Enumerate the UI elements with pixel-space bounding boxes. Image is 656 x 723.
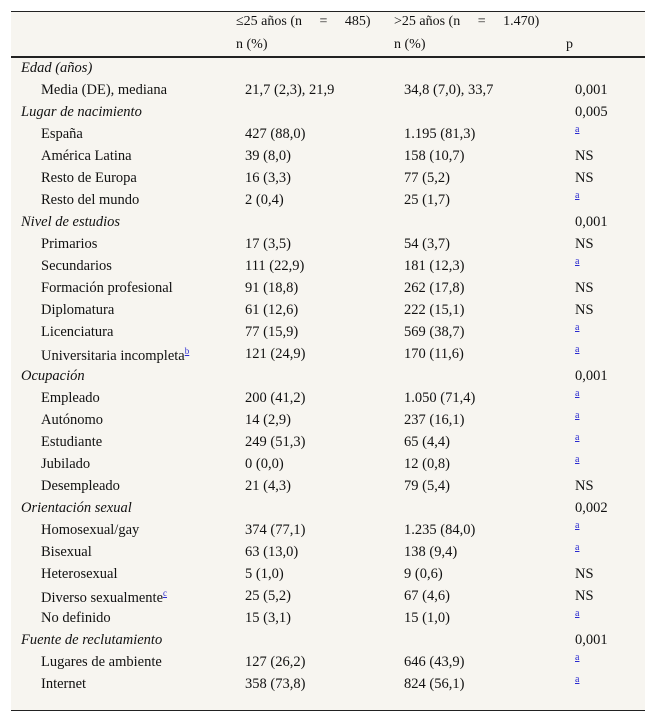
footnote-marker[interactable]: c bbox=[163, 588, 168, 598]
footnote-link[interactable]: a bbox=[575, 608, 580, 619]
cell-over25: 824 (56,1) bbox=[404, 676, 465, 692]
row-label bbox=[41, 676, 86, 693]
cell-p-value: NS bbox=[575, 280, 594, 296]
cell-p-value: 0,001 bbox=[575, 632, 608, 648]
cell-over25: 54 (3,7) bbox=[404, 236, 450, 252]
row-label-text: Heterosexual bbox=[41, 566, 118, 582]
cell-p-value: 0,001 bbox=[575, 82, 608, 98]
footnote-link[interactable]: a bbox=[575, 344, 580, 355]
category-label bbox=[21, 368, 85, 385]
cell-over25: 569 (38,7) bbox=[404, 324, 465, 340]
row-label-text: Ocupación bbox=[21, 368, 85, 384]
cell-over25: 34,8 (7,0), 33,7 bbox=[404, 82, 494, 98]
row-label bbox=[41, 588, 167, 607]
cell-over25: 65 (4,4) bbox=[404, 434, 450, 450]
cell-p-value: NS bbox=[575, 588, 594, 604]
cell-over25: 262 (17,8) bbox=[404, 280, 465, 296]
data-table bbox=[11, 11, 645, 711]
table-row bbox=[11, 388, 645, 410]
row-label-text: Secundarios bbox=[41, 258, 112, 274]
footnote-link[interactable]: a bbox=[575, 322, 580, 333]
row-label bbox=[41, 324, 113, 341]
row-label bbox=[41, 456, 90, 473]
footnote-link[interactable]: a bbox=[575, 124, 580, 135]
cell-p-value: 0,001 bbox=[575, 214, 608, 230]
table-bottom-rule bbox=[11, 710, 645, 711]
row-label-text: Formación profesional bbox=[41, 280, 173, 296]
row-label-text: Media (DE), mediana bbox=[41, 82, 168, 98]
row-label-text: Resto del mundo bbox=[41, 192, 140, 208]
row-label-text: Nivel de estudios bbox=[21, 214, 121, 230]
category-row bbox=[11, 58, 645, 80]
table-row bbox=[11, 410, 645, 432]
header-col2-group: >25 años (n = 1.470) bbox=[394, 14, 540, 29]
footnote-link[interactable]: a bbox=[575, 388, 580, 399]
cell-under25: 61 (12,6) bbox=[245, 302, 299, 318]
cell-under25: 21,7 (2,3), 21,9 bbox=[245, 82, 335, 98]
category-row bbox=[11, 102, 645, 124]
cell-over25: 15 (1,0) bbox=[404, 610, 450, 626]
row-label-text: Bisexual bbox=[41, 544, 92, 560]
cell-p-value: NS bbox=[575, 148, 594, 164]
row-label-text: Internet bbox=[41, 676, 87, 692]
row-label-text: Licenciatura bbox=[41, 324, 114, 340]
row-label-text: Primarios bbox=[41, 236, 98, 252]
header-p: p bbox=[566, 37, 573, 52]
cell-over25: 79 (5,4) bbox=[404, 478, 450, 494]
row-label-text: Edad (años) bbox=[21, 60, 93, 76]
cell-over25: 9 (0,6) bbox=[404, 566, 443, 582]
category-row bbox=[11, 630, 645, 652]
table-row bbox=[11, 432, 645, 454]
category-label bbox=[21, 104, 142, 121]
cell-under25: 121 (24,9) bbox=[245, 346, 306, 362]
table-row bbox=[11, 278, 645, 300]
table-row bbox=[11, 80, 645, 102]
cell-under25: 15 (3,1) bbox=[245, 610, 291, 626]
footnote-link[interactable]: a bbox=[575, 432, 580, 443]
header-col2-unit: n (%) bbox=[394, 37, 426, 52]
row-label-text: Lugares de ambiente bbox=[41, 654, 162, 670]
cell-p-value: NS bbox=[575, 236, 594, 252]
row-label bbox=[41, 302, 114, 319]
cell-p-value: NS bbox=[575, 566, 594, 582]
table-row bbox=[11, 124, 645, 146]
table-top-rule bbox=[11, 11, 645, 12]
cell-over25: 138 (9,4) bbox=[404, 544, 458, 560]
row-label-text: Jubilado bbox=[41, 456, 91, 472]
cell-under25: 91 (18,8) bbox=[245, 280, 299, 296]
table-row bbox=[11, 190, 645, 212]
cell-under25: 21 (4,3) bbox=[245, 478, 291, 494]
cell-under25: 358 (73,8) bbox=[245, 676, 306, 692]
cell-over25: 67 (4,6) bbox=[404, 588, 450, 604]
category-row bbox=[11, 498, 645, 520]
row-label bbox=[41, 434, 102, 451]
row-label bbox=[41, 544, 92, 561]
row-label bbox=[41, 390, 100, 407]
table-row bbox=[11, 322, 645, 344]
table-row bbox=[11, 564, 645, 586]
table-row bbox=[11, 652, 645, 674]
cell-under25: 63 (13,0) bbox=[245, 544, 299, 560]
row-label-text: Lugar de nacimiento bbox=[21, 104, 142, 120]
category-row bbox=[11, 366, 645, 388]
cell-over25: 170 (11,6) bbox=[404, 346, 464, 362]
category-label bbox=[21, 214, 120, 231]
cell-over25: 1.195 (81,3) bbox=[404, 126, 476, 142]
footnote-link[interactable]: a bbox=[575, 520, 580, 531]
row-label bbox=[41, 192, 139, 209]
cell-under25: 427 (88,0) bbox=[245, 126, 306, 142]
cell-under25: 0 (0,0) bbox=[245, 456, 284, 472]
footnote-link[interactable]: a bbox=[575, 652, 580, 663]
row-label bbox=[41, 236, 97, 253]
row-label-text: España bbox=[41, 126, 83, 142]
row-label bbox=[41, 126, 83, 143]
table-row bbox=[11, 168, 645, 190]
table-row bbox=[11, 476, 645, 498]
cell-over25: 158 (10,7) bbox=[404, 148, 465, 164]
table-row bbox=[11, 256, 645, 278]
table-row bbox=[11, 300, 645, 322]
table-row bbox=[11, 344, 645, 366]
row-label-text: Autónomo bbox=[41, 412, 104, 428]
cell-p-value: 0,001 bbox=[575, 368, 608, 384]
cell-over25: 77 (5,2) bbox=[404, 170, 450, 186]
cell-over25: 222 (15,1) bbox=[404, 302, 465, 318]
table-row bbox=[11, 454, 645, 476]
cell-over25: 181 (12,3) bbox=[404, 258, 465, 274]
cell-p-value: NS bbox=[575, 478, 594, 494]
footnote-marker[interactable]: b bbox=[184, 346, 190, 356]
row-label-text: Diverso sexualmente bbox=[41, 589, 164, 606]
footnote-link[interactable]: a bbox=[575, 454, 580, 465]
cell-under25: 249 (51,3) bbox=[245, 434, 306, 450]
row-label-text: América Latina bbox=[41, 148, 132, 164]
row-label bbox=[41, 566, 118, 583]
row-label-text: Diplomatura bbox=[41, 302, 115, 318]
row-label bbox=[41, 412, 103, 429]
cell-over25: 25 (1,7) bbox=[404, 192, 450, 208]
cell-under25: 16 (3,3) bbox=[245, 170, 291, 186]
row-label-text: Resto de Europa bbox=[41, 170, 137, 186]
cell-under25: 17 (3,5) bbox=[245, 236, 291, 252]
cell-p-value: NS bbox=[575, 170, 594, 186]
row-label-text: Homosexual/gay bbox=[41, 522, 140, 538]
cell-over25: 1.050 (71,4) bbox=[404, 390, 476, 406]
cell-under25: 25 (5,2) bbox=[245, 588, 291, 604]
row-label bbox=[41, 280, 173, 297]
cell-over25: 1.235 (84,0) bbox=[404, 522, 476, 538]
cell-under25: 39 (8,0) bbox=[245, 148, 291, 164]
table-row bbox=[11, 234, 645, 256]
table-row bbox=[11, 674, 645, 696]
header-col1-unit: n (%) bbox=[236, 37, 268, 52]
row-label-text: Fuente de reclutamiento bbox=[21, 632, 163, 648]
row-label bbox=[41, 610, 111, 627]
row-label-text: Desempleado bbox=[41, 478, 120, 494]
cell-over25: 12 (0,8) bbox=[404, 456, 450, 472]
cell-under25: 14 (2,9) bbox=[245, 412, 291, 428]
cell-under25: 5 (1,0) bbox=[245, 566, 284, 582]
row-label-text: Orientación sexual bbox=[21, 500, 132, 516]
footnote-link[interactable]: a bbox=[575, 410, 580, 421]
category-label bbox=[21, 60, 92, 77]
category-row bbox=[11, 212, 645, 234]
row-label bbox=[41, 522, 139, 539]
row-label bbox=[41, 478, 120, 495]
footnote-link[interactable]: a bbox=[575, 542, 580, 553]
cell-under25: 2 (0,4) bbox=[245, 192, 284, 208]
footnote-link[interactable]: a bbox=[575, 674, 580, 685]
table-row bbox=[11, 542, 645, 564]
table-row bbox=[11, 586, 645, 608]
cell-under25: 127 (26,2) bbox=[245, 654, 306, 670]
cell-under25: 111 (22,9) bbox=[245, 258, 305, 274]
row-label bbox=[41, 346, 189, 365]
footnote-link[interactable]: a bbox=[575, 256, 580, 267]
cell-under25: 374 (77,1) bbox=[245, 522, 306, 538]
cell-p-value: 0,005 bbox=[575, 104, 608, 120]
table-row bbox=[11, 608, 645, 630]
cell-over25: 646 (43,9) bbox=[404, 654, 465, 670]
table-row bbox=[11, 146, 645, 168]
category-label bbox=[21, 500, 132, 517]
cell-p-value: 0,002 bbox=[575, 500, 608, 516]
header-col1-group: ≤25 años (n = 485) bbox=[236, 14, 371, 29]
category-label bbox=[21, 632, 162, 649]
row-label bbox=[41, 654, 162, 671]
table-row bbox=[11, 520, 645, 542]
row-label-text: Universitaria incompleta bbox=[41, 347, 185, 364]
cell-under25: 77 (15,9) bbox=[245, 324, 299, 340]
row-label bbox=[41, 258, 112, 275]
cell-under25: 200 (41,2) bbox=[245, 390, 306, 406]
row-label-text: Estudiante bbox=[41, 434, 103, 450]
row-label bbox=[41, 170, 137, 187]
cell-p-value: NS bbox=[575, 302, 594, 318]
cell-over25: 237 (16,1) bbox=[404, 412, 465, 428]
row-label bbox=[41, 148, 132, 165]
footnote-link[interactable]: a bbox=[575, 190, 580, 201]
row-label-text: Empleado bbox=[41, 390, 100, 406]
row-label bbox=[41, 82, 167, 99]
row-label-text: No definido bbox=[41, 610, 111, 626]
